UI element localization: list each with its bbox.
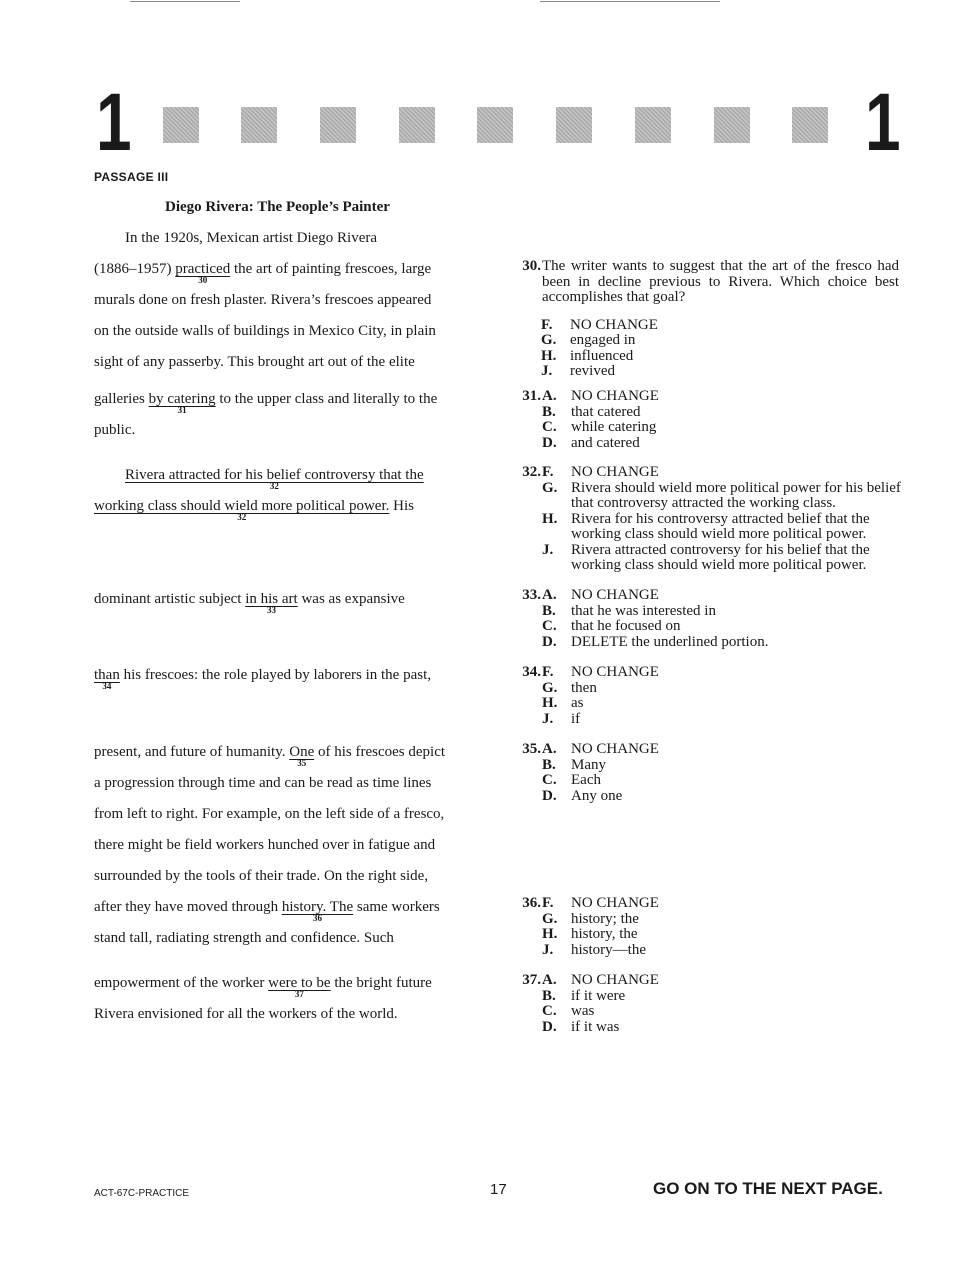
answer-option[interactable] <box>510 773 901 789</box>
option-text: NO CHANGE <box>570 316 658 333</box>
option-letter: B. <box>542 403 556 420</box>
passage-text: Rivera envisioned for all the workers of the world. <box>94 1006 398 1022</box>
header-block <box>320 107 356 143</box>
option-letter: H. <box>541 347 557 364</box>
passage-line <box>94 929 394 947</box>
underlined-text: history. The <box>281 899 354 915</box>
option-letter: B. <box>542 987 556 1004</box>
underlined-portion-31 <box>148 390 216 415</box>
passage-text: same workers <box>353 899 440 915</box>
passage-text: public. <box>94 422 136 438</box>
answer-option[interactable] <box>510 696 901 712</box>
passage-text: present, and future of humanity. <box>94 744 290 760</box>
question-marker: 35 <box>297 758 307 768</box>
underlined-text: were to be <box>268 975 331 991</box>
passage-line <box>125 466 424 491</box>
option-letter: C. <box>542 618 557 634</box>
section-number-left: 1 <box>96 77 132 168</box>
header-block <box>635 107 671 143</box>
passage-label: PASSAGE III <box>94 170 169 184</box>
underlined-text: by catering <box>148 391 216 407</box>
header-block <box>399 107 435 143</box>
underlined-text: working class should wield more political power. <box>94 498 390 514</box>
passage-text: empowerment of the worker <box>94 975 269 991</box>
passage-text: murals done on fresh plaster. Rivera’s frescoes appeared <box>94 292 432 308</box>
option-letter: F. <box>542 664 554 680</box>
option-text: Rivera should wield more political power for his belief that controversy attracted the working class. <box>571 479 901 511</box>
answer-option[interactable] <box>510 389 901 405</box>
option-letter: B. <box>542 756 556 773</box>
header-block <box>556 107 592 143</box>
answer-option[interactable] <box>510 333 900 349</box>
passage-line <box>94 898 440 923</box>
option-text: revived <box>570 363 615 379</box>
option-letter: C. <box>542 419 557 435</box>
option-text: then <box>571 679 597 696</box>
option-text: engaged in <box>570 332 636 348</box>
passage-line <box>94 774 431 792</box>
question-marker: 31 <box>177 405 187 415</box>
question-marker: 32 <box>237 512 247 522</box>
question-marker: 34 <box>102 681 112 691</box>
answer-option[interactable] <box>510 635 901 651</box>
option-letter: G. <box>542 679 558 696</box>
underlined-portion-37 <box>268 974 331 999</box>
top-rule-left <box>130 1 240 2</box>
option-letter: G. <box>542 910 558 927</box>
answer-option[interactable] <box>510 989 901 1005</box>
form-code: ACT-67C-PRACTICE <box>94 1188 190 1199</box>
option-letter: A. <box>542 741 557 757</box>
passage-line <box>94 1005 398 1023</box>
answer-option[interactable] <box>510 927 901 943</box>
option-letter: G. <box>542 479 558 496</box>
underlined-text: than <box>94 667 120 683</box>
underlined-portion-34 <box>94 666 120 691</box>
question-37 <box>510 973 901 1035</box>
question-stem <box>510 259 900 306</box>
question-number: 30. <box>522 258 541 274</box>
question-marker: 32 <box>269 481 279 491</box>
question-30 <box>510 259 900 380</box>
passage-line <box>125 229 377 247</box>
answer-option[interactable] <box>510 758 901 774</box>
question-number: 37. <box>522 972 541 988</box>
answer-option[interactable] <box>510 420 901 436</box>
option-text: Many <box>571 756 606 773</box>
passage-line <box>94 497 414 522</box>
option-letter: H. <box>542 510 558 527</box>
option-text: Each <box>571 772 601 788</box>
passage-text: galleries <box>94 391 149 407</box>
answer-option[interactable] <box>510 1020 901 1036</box>
passage-line <box>94 666 431 691</box>
answer-option[interactable] <box>510 712 901 728</box>
passage-line <box>94 390 438 415</box>
underlined-portion-36 <box>281 898 354 923</box>
option-text: history; the <box>571 910 639 927</box>
header-block <box>163 107 199 143</box>
header-block <box>792 107 828 143</box>
question-32 <box>510 465 901 574</box>
underlined-portion-32 <box>94 497 390 522</box>
passage-line <box>94 421 135 439</box>
underlined-portion-32 <box>125 466 424 491</box>
answer-option[interactable] <box>510 973 901 989</box>
option-letter: H. <box>542 926 558 942</box>
answer-option[interactable] <box>510 465 901 481</box>
option-text: and catered <box>571 434 640 451</box>
underlined-portion-30 <box>175 260 231 285</box>
passage-text: dominant artistic subject <box>94 591 246 607</box>
answer-option[interactable] <box>510 789 901 805</box>
question-number: 31. <box>522 388 541 404</box>
option-letter: D. <box>542 633 557 650</box>
option-letter: C. <box>542 1003 557 1019</box>
answer-option[interactable] <box>510 665 901 681</box>
underlined-text: Rivera attracted for his belief controversy that the <box>125 467 424 483</box>
passage-line <box>94 353 415 371</box>
page-number: 17 <box>490 1181 507 1198</box>
option-letter: D. <box>542 1018 557 1035</box>
question-number: 33. <box>522 587 541 603</box>
option-text: Rivera attracted controversy for his belief that the working class should wield more political power. <box>571 541 870 573</box>
question-36 <box>510 896 901 958</box>
passage-text: His <box>389 498 414 514</box>
underlined-portion-35 <box>289 743 315 768</box>
option-letter: D. <box>542 787 557 804</box>
option-letter: J. <box>542 541 554 558</box>
option-text: that catered <box>571 403 641 420</box>
option-letter: F. <box>541 316 553 333</box>
answer-option[interactable] <box>510 318 900 334</box>
passage-text: on the outside walls of buildings in Mexico City, in plain <box>94 323 436 339</box>
option-text: NO CHANGE <box>571 741 659 757</box>
passage-line <box>94 260 432 285</box>
option-letter: J. <box>542 941 554 958</box>
option-letter: G. <box>541 332 557 348</box>
passage-text: sight of any passerby. This brought art out of the elite <box>94 354 415 370</box>
answer-option[interactable] <box>510 943 901 959</box>
answer-option[interactable] <box>510 1004 901 1020</box>
answer-option[interactable] <box>510 364 900 380</box>
option-text: DELETE the underlined portion. <box>571 633 769 650</box>
option-letter: C. <box>542 772 557 788</box>
passage-line <box>94 322 436 340</box>
answer-option[interactable] <box>510 349 900 365</box>
question-marker: 33 <box>266 605 276 615</box>
question-number: 32. <box>522 464 541 480</box>
option-text: as <box>571 695 584 711</box>
option-text: history—the <box>571 941 646 958</box>
passage-text: surrounded by the tools of their trade. On the right side, <box>94 868 429 884</box>
question-35 <box>510 742 901 804</box>
section-number-right: 1 <box>865 77 901 168</box>
question-marker: 37 <box>294 989 304 999</box>
answer-option[interactable] <box>510 681 901 697</box>
answer-option[interactable] <box>510 405 901 421</box>
passage-line <box>94 867 428 885</box>
option-text: while catering <box>571 419 657 435</box>
question-marker: 30 <box>198 275 208 285</box>
option-text: Rivera for his controversy attracted belief that the working class should wield more political power. <box>571 510 870 542</box>
option-text: NO CHANGE <box>571 388 659 404</box>
option-text: NO CHANGE <box>571 972 659 988</box>
option-text: if it were <box>571 987 626 1004</box>
option-letter: J. <box>541 363 553 379</box>
option-text: influenced <box>570 347 634 364</box>
option-text: if <box>571 710 581 727</box>
passage-text: a progression through time and can be read as time lines <box>94 775 432 791</box>
header-block <box>241 107 277 143</box>
answer-option[interactable] <box>510 588 901 604</box>
option-letter: H. <box>542 695 558 711</box>
option-text: Any one <box>571 787 623 804</box>
option-text: NO CHANGE <box>571 664 659 680</box>
answer-option[interactable] <box>510 742 901 758</box>
question-34 <box>510 665 901 727</box>
passage-text: was as expansive <box>297 591 405 607</box>
option-letter: A. <box>542 587 557 603</box>
option-text: history, the <box>571 926 638 942</box>
option-text: NO CHANGE <box>571 464 659 480</box>
option-text: that he focused on <box>571 618 681 634</box>
question-number: 36. <box>522 895 541 911</box>
option-letter: J. <box>542 710 554 727</box>
passage-text: there might be field workers hunched over in fatigue and <box>94 837 436 853</box>
passage-text: of his frescoes depict <box>314 744 446 760</box>
passage-text: his frescoes: the role played by laborers in the past, <box>119 667 431 683</box>
passage-text: the art of painting frescoes, large <box>230 261 432 277</box>
answer-option[interactable] <box>510 896 901 912</box>
option-text: that he was interested in <box>571 602 716 619</box>
option-letter: F. <box>542 464 554 480</box>
passage-line <box>94 590 405 615</box>
question-31 <box>510 389 901 451</box>
question-marker: 36 <box>312 913 322 923</box>
passage-line <box>94 743 446 768</box>
passage-text: the bright future <box>330 975 432 991</box>
answer-option[interactable] <box>510 619 901 635</box>
answer-option[interactable] <box>510 436 901 452</box>
passage-text: after they have moved through <box>94 899 282 915</box>
passage-title: Diego Rivera: The People’s Painter <box>165 199 390 215</box>
header-block <box>477 107 513 143</box>
answer-option[interactable] <box>510 512 901 543</box>
option-letter: A. <box>542 388 557 404</box>
option-letter: D. <box>542 434 557 451</box>
option-text: if it was <box>571 1018 620 1035</box>
option-text: NO CHANGE <box>571 895 659 911</box>
passage-text: from left to right. For example, on the left side of a fresco, <box>94 806 445 822</box>
question-number: 35. <box>522 741 541 757</box>
passage-text: to the upper class and literally to the <box>215 391 438 407</box>
passage-line <box>94 974 432 999</box>
answer-option[interactable] <box>510 481 901 512</box>
passage-text: (1886–1957) <box>94 261 176 277</box>
next-page-notice: GO ON TO THE NEXT PAGE. <box>653 1179 883 1198</box>
answer-option[interactable] <box>510 912 901 928</box>
option-letter: A. <box>542 972 557 988</box>
passage-text: In the 1920s, Mexican artist Diego Rivera <box>125 230 378 246</box>
underlined-text: in his art <box>245 591 298 607</box>
question-33 <box>510 588 901 650</box>
question-number: 34. <box>522 664 541 680</box>
underlined-text: practiced <box>175 261 231 277</box>
top-rule-right <box>540 1 720 2</box>
option-letter: F. <box>542 895 554 911</box>
passage-line <box>94 836 435 854</box>
question-text: The writer wants to suggest that the art of the fresco had been in decline previous to Rivera. Which choice best accomplishes that goal? <box>542 258 899 305</box>
underlined-portion-33 <box>245 590 298 615</box>
option-letter: B. <box>542 602 556 619</box>
underlined-text: One <box>289 744 315 760</box>
answer-option[interactable] <box>510 543 901 574</box>
header-block <box>714 107 750 143</box>
passage-line <box>94 805 444 823</box>
passage-line <box>94 291 431 309</box>
option-text: was <box>571 1003 595 1019</box>
option-text: NO CHANGE <box>571 587 659 603</box>
passage-text: stand tall, radiating strength and confidence. Such <box>94 930 394 946</box>
answer-option[interactable] <box>510 604 901 620</box>
